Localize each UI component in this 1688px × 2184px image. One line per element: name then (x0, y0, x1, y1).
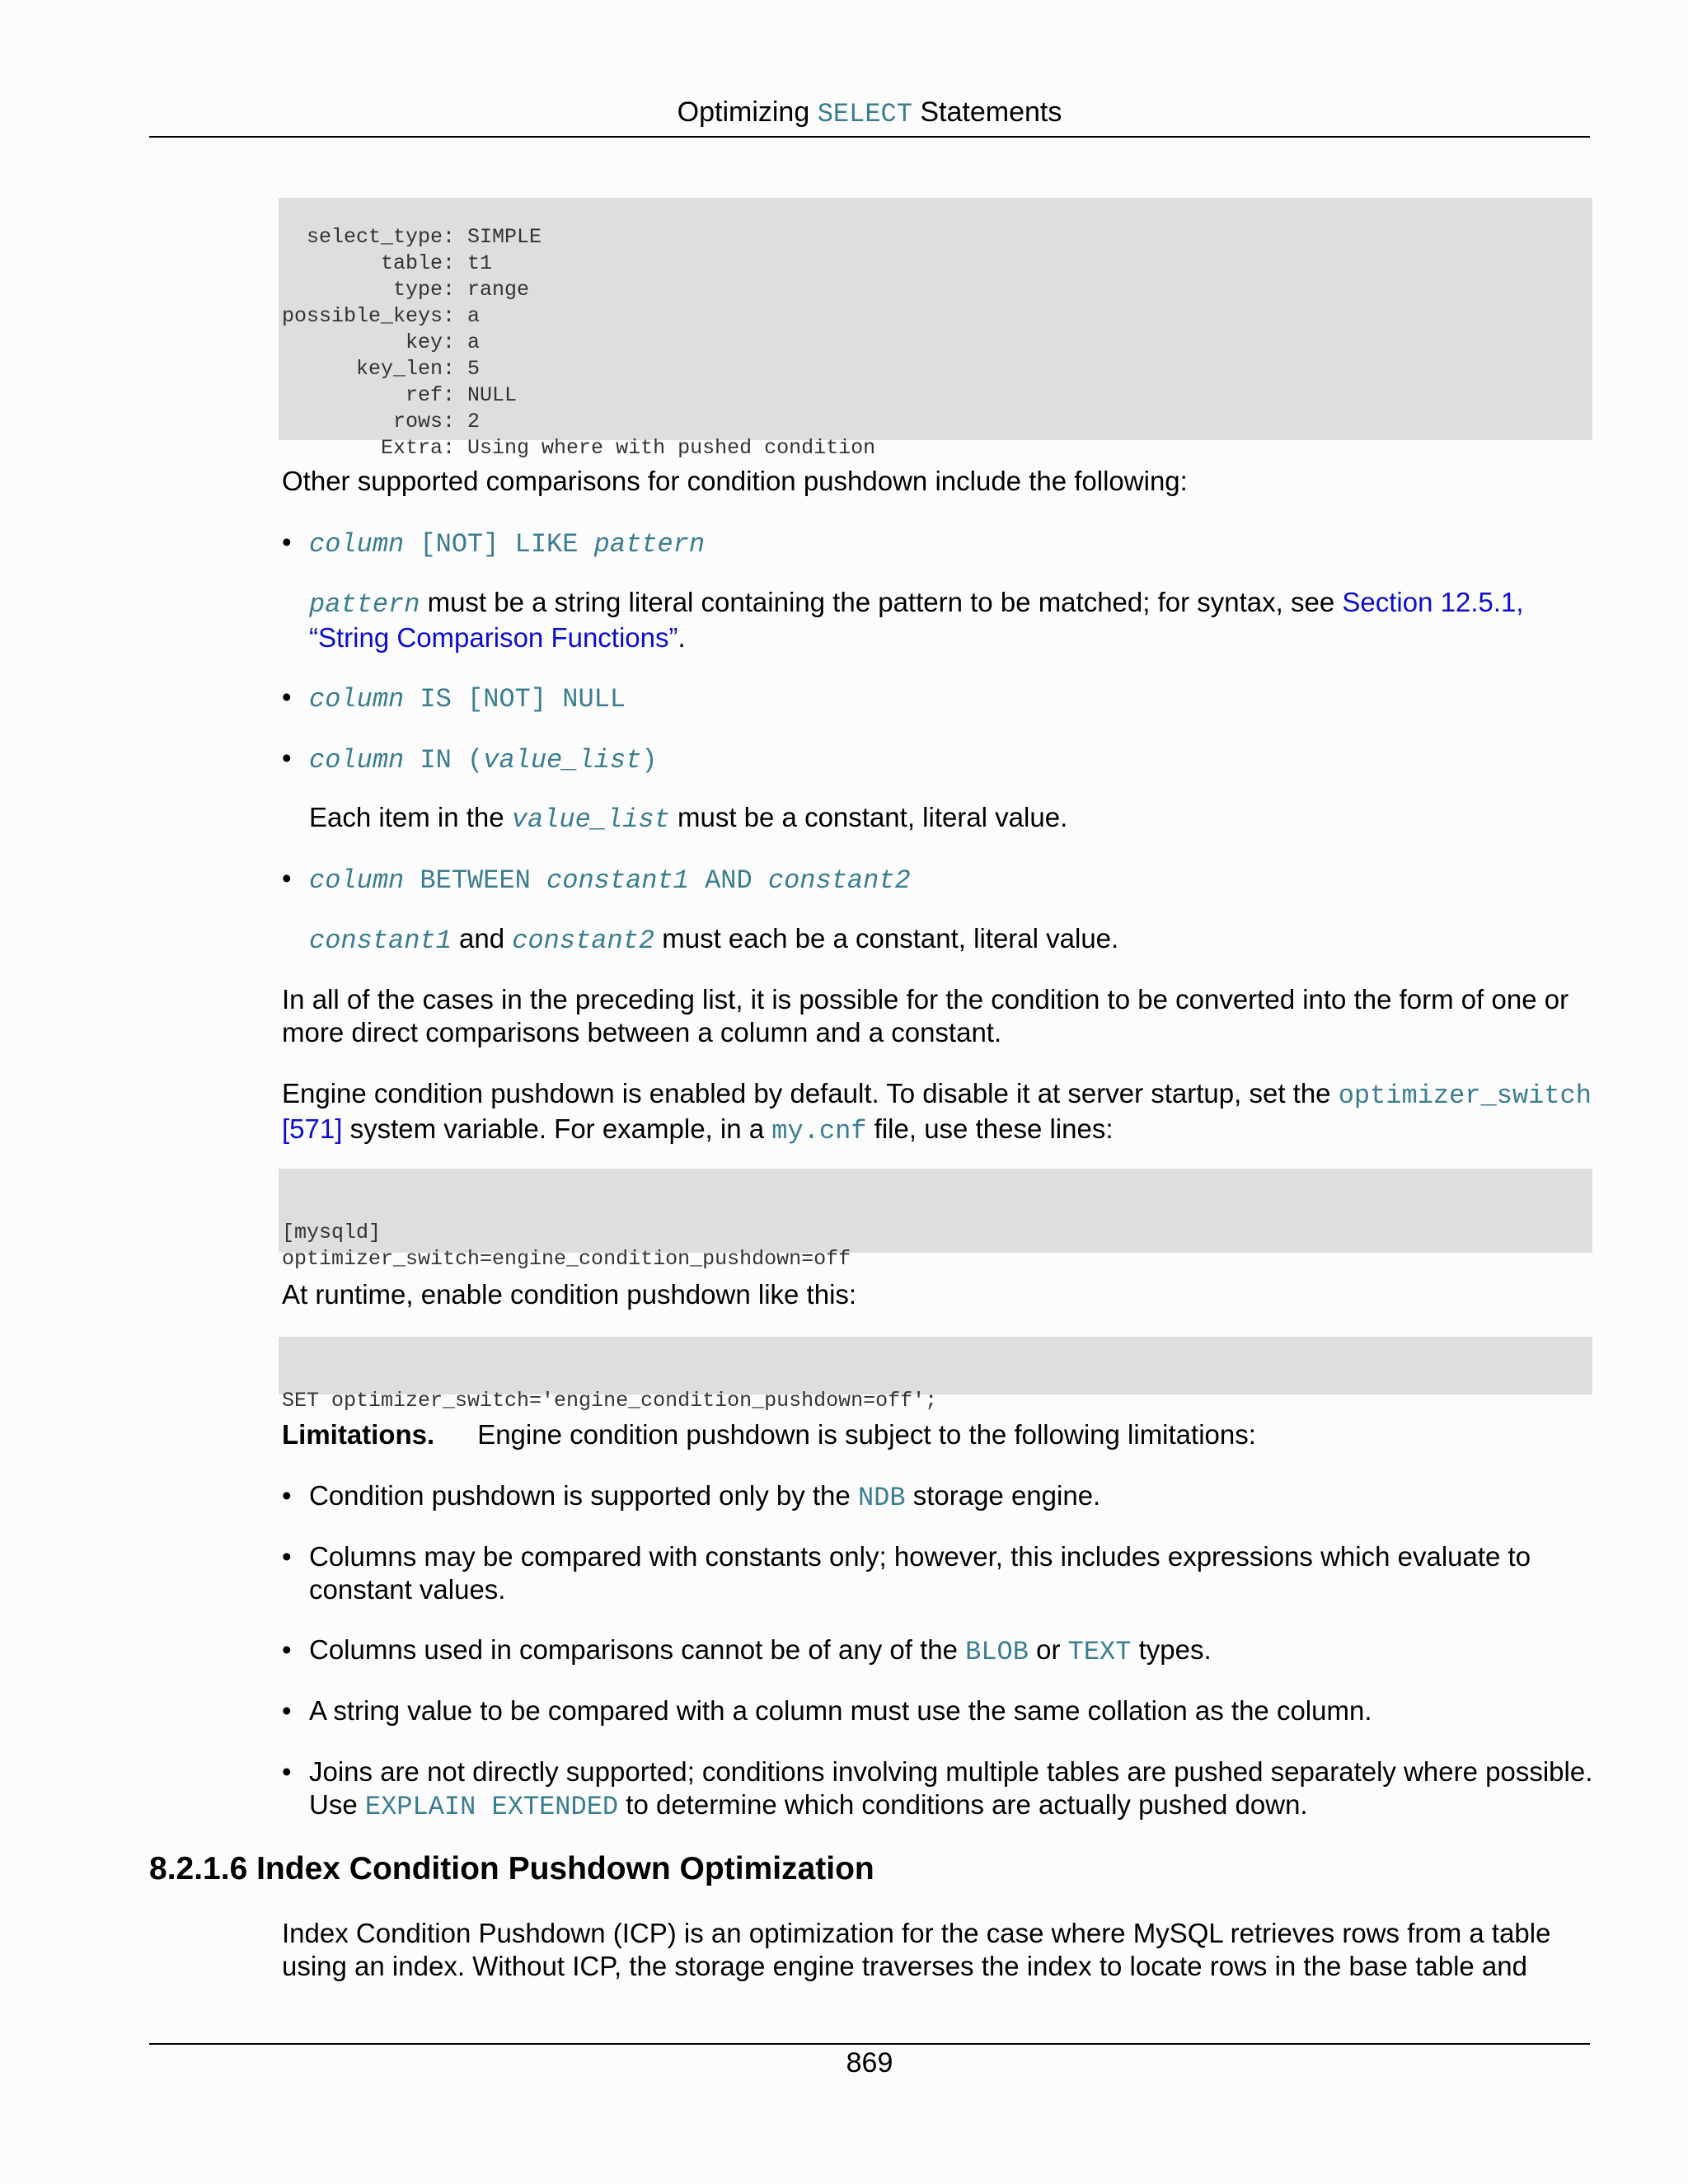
cases-paragraph: In all of the cases in the preceding list, it is possible for the condition to be converted into the form of one or more direct comparisons between a column and a constant. (282, 984, 1569, 1047)
code-line: SET optimizer_switch='engine_condition_pushdown=off'; (282, 1389, 938, 1413)
mycnf-code: my.cnf (771, 1116, 867, 1146)
limitations-text: Engine condition pushdown is subject to the following limitations: (477, 1419, 1256, 1450)
page-header (149, 94, 1590, 133)
limitations-label: Limitations. (282, 1419, 435, 1450)
like-desc-text: must be a string literal containing the pattern to be matched; for syntax, see (420, 587, 1343, 617)
limitation-text: Columns may be compared with constants only; however, this includes expressions which evaluate to constant values. (309, 1541, 1531, 1605)
code-line: select_type: SIMPLE (282, 225, 542, 249)
in-op: IN ( (404, 745, 484, 776)
limitation-text: A string value to be compared with a column must use the same collation as the column. (309, 1695, 1372, 1726)
in-close: ) (641, 745, 658, 776)
section-paragraph: Index Condition Pushdown (ICP) is an optimization for the case where MySQL retrieves rows from a table using an index. Without ICP, the storage engine traverses the index to locate rows in the base table and (282, 1918, 1551, 1981)
code-line: type: range (282, 278, 530, 302)
optimizer-switch-code: optimizer_switch (1338, 1080, 1592, 1111)
bullet-icon: • (282, 682, 292, 712)
code-line: ref: NULL (282, 383, 518, 407)
in-desc-post: must be a constant, literal value. (669, 802, 1068, 832)
like-op: [NOT] LIKE (404, 529, 594, 560)
bullet-icon: • (282, 1756, 292, 1787)
runtime-intro: At runtime, enable condition pushdown like this: (282, 1279, 857, 1310)
header-text-pre: Optimizing (677, 96, 818, 128)
limitations-paragraph (282, 1418, 1592, 1451)
between-op1: BETWEEN (404, 865, 547, 896)
in-column: column (309, 745, 405, 776)
in-value-list: value_list (483, 745, 642, 776)
header-rule (149, 136, 1590, 138)
bullet-icon: • (282, 743, 292, 773)
config-code-block (279, 1169, 1592, 1271)
code-line: key_len: 5 (282, 357, 481, 381)
in-desc-list: value_list (511, 804, 670, 835)
default-post: file, use these lines: (866, 1113, 1114, 1144)
between-c2: constant2 (767, 865, 911, 896)
limitation-text: or (1028, 1634, 1068, 1665)
like-desc-end: . (678, 622, 686, 653)
default-paragraph (282, 1077, 1592, 1148)
isnull-column: column (309, 684, 405, 715)
between-desc-and: and (451, 923, 513, 954)
bullet-icon: • (282, 1634, 292, 1665)
bullet-icon: • (282, 1480, 292, 1511)
bullet-icon: • (282, 527, 292, 557)
explain-extended-code: EXPLAIN EXTENDED (364, 1792, 619, 1822)
limitation-text: Joins are not directly supported; conditions involving multiple tables are pushed separately where possible. Use (309, 1756, 1593, 1820)
limitation-text: storage engine. (905, 1480, 1101, 1511)
between-op2: AND (688, 865, 768, 896)
like-desc-pattern: pattern (309, 589, 420, 620)
ndb-code: NDB (857, 1483, 906, 1513)
default-pre: Engine condition pushdown is enabled by default. To disable it at server startup, set the (282, 1078, 1339, 1108)
bullet-icon: • (282, 1695, 292, 1726)
header-text-post: Statements (912, 96, 1062, 128)
code-line: possible_keys: a (282, 304, 481, 328)
code-line: optimizer_switch=engine_condition_pushdown=off (282, 1247, 851, 1271)
page-number: 869 (846, 2047, 893, 2079)
between-c1: constant1 (546, 865, 689, 896)
footer-rule (149, 2043, 1590, 2045)
bullet-icon: • (282, 863, 292, 893)
like-column: column (309, 529, 405, 560)
limitation-text: Columns used in comparisons cannot be of any of the (309, 1634, 966, 1665)
explain-output-block (279, 198, 1592, 460)
like-description (309, 586, 1595, 654)
code-line: table: t1 (282, 251, 493, 275)
optimizer-switch-ref-link[interactable]: [571] (282, 1113, 343, 1144)
between-desc-c1: constant1 (309, 926, 452, 956)
in-desc-pre: Each item in the (309, 802, 512, 832)
default-mid: system variable. For example, in a (342, 1113, 772, 1144)
section-heading: 8.2.1.6 Index Condition Pushdown Optimization (149, 1851, 874, 1886)
code-line: rows: 2 (282, 410, 481, 434)
string-comparison-link[interactable]: Section 12.5.1, “String Comparison Functions” (309, 587, 1524, 653)
runtime-code-block (279, 1337, 1592, 1413)
like-pattern: pattern (593, 529, 706, 560)
isnull-op: IS [NOT] NULL (404, 684, 626, 715)
code-line: Extra: Using where with pushed condition (282, 436, 876, 460)
blob-code: BLOB (965, 1637, 1029, 1667)
code-line: [mysqld] (282, 1221, 382, 1244)
between-desc-post: must each be a constant, literal value. (654, 923, 1119, 954)
limitation-text: types. (1131, 1634, 1212, 1665)
comparisons-intro: Other supported comparisons for condition pushdown include the following: (282, 466, 1188, 496)
header-code: SELECT (817, 99, 912, 129)
limitation-text: Condition pushdown is supported only by the (309, 1480, 858, 1511)
between-column: column (309, 865, 405, 896)
code-line: key: a (282, 330, 481, 354)
bullet-icon: • (282, 1541, 292, 1572)
in-description (309, 801, 1595, 837)
limitation-text: to determine which conditions are actually pushed down. (618, 1789, 1308, 1820)
text-code: TEXT (1067, 1637, 1132, 1667)
between-desc-c2: constant2 (512, 926, 655, 956)
between-description (309, 922, 1595, 958)
